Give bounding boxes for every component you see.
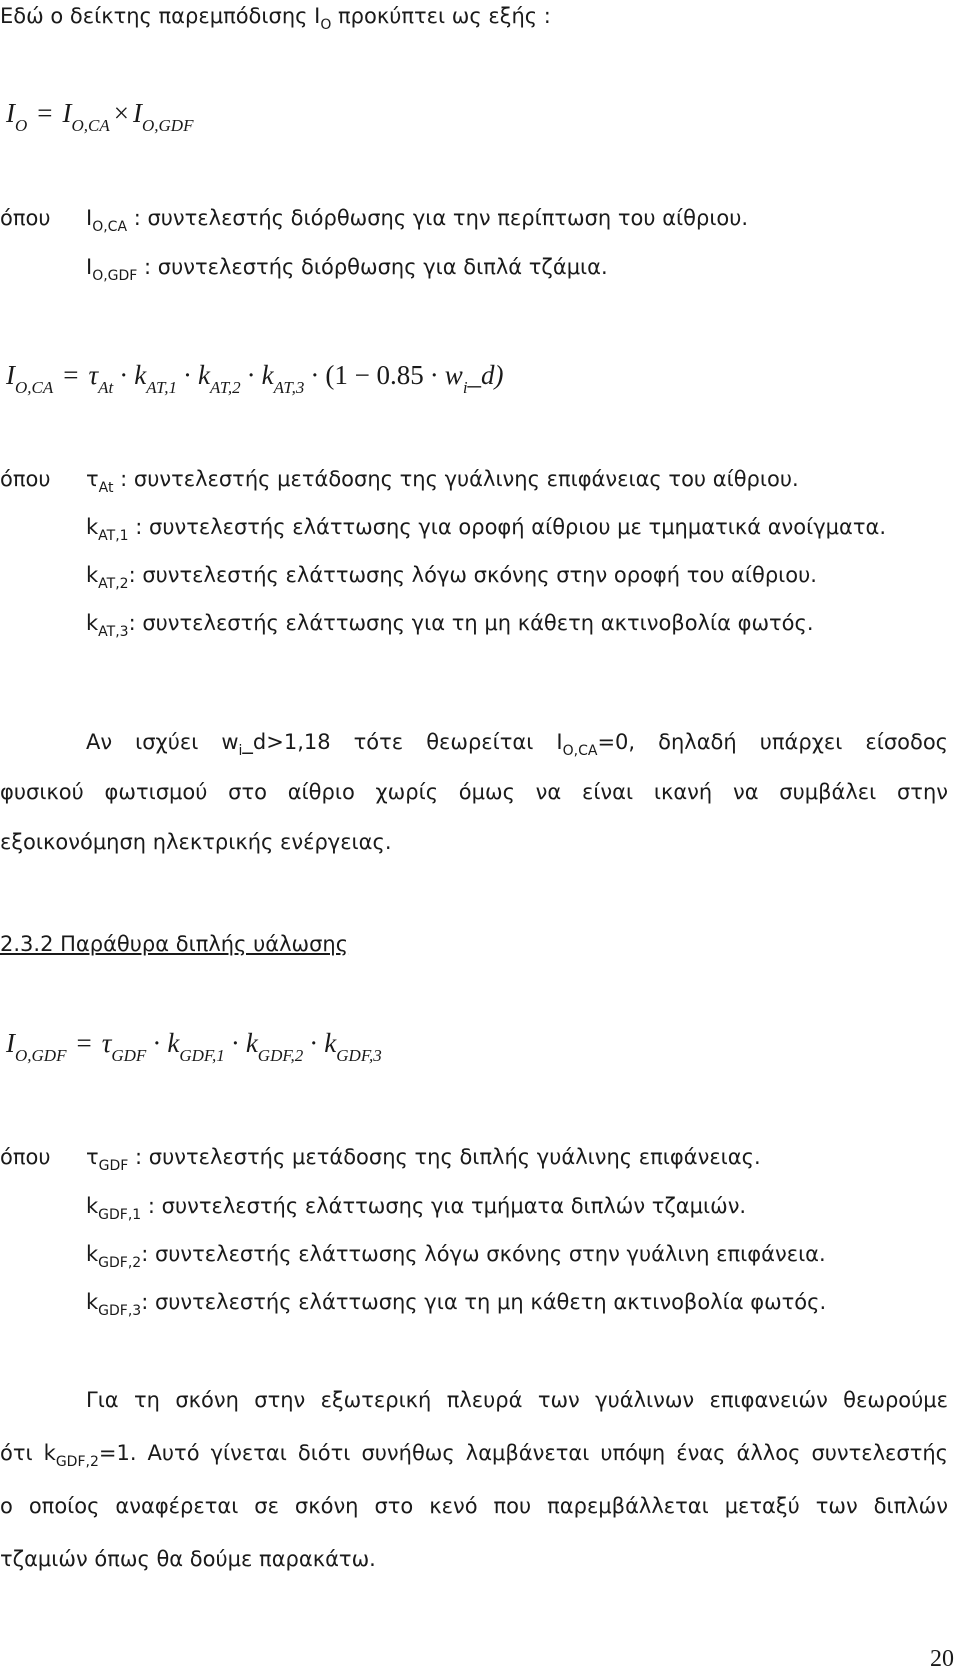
intro-line: [0, 2, 551, 33]
paragraph-dust-line-2: ότι $k_{GDF,2}=1$. Αυτό γίνεται διότι συνήθως λαμβάνεται υπόψη ένας άλλος συντελεστής: [0, 1441, 948, 1470]
paragraph-dust: [0, 1386, 948, 1573]
eq1-lhs-sub: O: [15, 116, 28, 135]
def-k-at2: $k_{AT,2}$: συντελεστής ελάττωσης λόγω σκόνης στην οροφή του αίθριου.: [86, 563, 817, 592]
equation-io: [6, 96, 194, 135]
def-k-gdf3: $k_{GDF,3}$: συντελεστής ελάττωσης για τη μη κάθετη ακτινοβολία φωτός.: [86, 1290, 827, 1319]
intro-subscript: O: [320, 17, 332, 33]
paragraph-atrium: [0, 728, 948, 856]
eq1-equals: =: [37, 98, 53, 128]
def-k-gdf2: $k_{GDF,2}$: συντελεστής ελάττωσης λόγω σκόνης στην γυάλινη επιφάνεια.: [86, 1242, 826, 1271]
intro-text-end: προκύπτει ως εξής :: [331, 4, 551, 28]
eq1-term1: I: [62, 98, 72, 128]
paragraph-atrium-line-1: Αν ισχύει $w_i\_d>1,18$ τότε θεωρείται $I_{O,CA}=0$, δηλαδή υπάρχει είσοδος: [86, 730, 948, 759]
paragraph-dust-line-1: Για τη σκόνη στην εξωτερική πλευρά των γυάλινων επιφανειών θεωρούμε: [86, 1388, 948, 1412]
paragraph-dust-line-3: ο οποίος αναφέρεται σε σκόνη στο κενό που παρεμβάλλεται μεταξύ των διπλών: [0, 1494, 948, 1518]
eq1-times: ×: [113, 98, 129, 128]
paragraph-atrium-line-2: φυσικού φωτισμού στο αίθριο χωρίς όμως να είναι ικανή να συμβάλει στην: [0, 780, 948, 804]
where-label-3: όπου: [0, 1145, 51, 1169]
eq1-term1-sub: O,CA: [71, 116, 110, 135]
equation-io-ca: $I_{O,CA} = \tau_{At} \cdot k_{AT,1} \cdot k_{AT,2} \cdot k_{AT,3} \cdot (1 - 0.85$ · $w_i\_d$): [6, 360, 504, 397]
page-number: 20: [930, 1646, 954, 1672]
paragraph-dust-line-4: τζαμιών όπως θα δούμε παρακάτω.: [0, 1547, 376, 1571]
def-tau-at: $\tau_{At}$ : συντελεστής μετάδοσης της γυάλινης επιφάνειας του αίθριου.: [86, 467, 799, 496]
def-k-at3: $k_{AT,3}$: συντελεστής ελάττωσης για τη μη κάθετη ακτινοβολία φωτός.: [86, 611, 814, 640]
eq1-term2: I: [133, 98, 142, 128]
paragraph-atrium-line-3: εξοικονόμηση ηλεκτρικής ενέργειας.: [0, 830, 392, 854]
where-label-1: όπου: [0, 206, 51, 230]
def-tau-gdf: $\tau_{GDF}$ : συντελεστής μετάδοσης της διπλής γυάλινης επιφάνειας.: [86, 1145, 761, 1174]
def-io-ca: $I_{O,CA}$ : συντελεστής διόρθωσης για την περίπτωση του αίθριου.: [86, 206, 749, 235]
eq1-term2-sub: O,GDF: [142, 116, 194, 135]
def-k-gdf1: $k_{GDF,1}$ : συντελεστής ελάττωσης για τμήματα διπλών τζαμιών.: [86, 1194, 747, 1223]
def-k-at1: $k_{AT,1}$ : συντελεστής ελάττωσης για οροφή αίθριου με τμηματικά ανοίγματα.: [86, 515, 887, 544]
equation-io-gdf: $I_{O,GDF} = \tau_{GDF} \cdot k_{GDF,1} \cdot k_{GDF,2} \cdot k_{GDF,3}$: [6, 1028, 382, 1065]
where-label-2: όπου: [0, 467, 51, 491]
def-io-gdf: $I_{O,GDF}$ : συντελεστής διόρθωσης για διπλά τζάμια.: [86, 255, 608, 284]
eq1-lhs: I: [6, 98, 15, 128]
intro-text: Εδώ ο δείκτης παρεμπόδισης I: [0, 4, 321, 28]
section-heading: 2.3.2 Παράθυρα διπλής υάλωσης: [0, 932, 349, 956]
